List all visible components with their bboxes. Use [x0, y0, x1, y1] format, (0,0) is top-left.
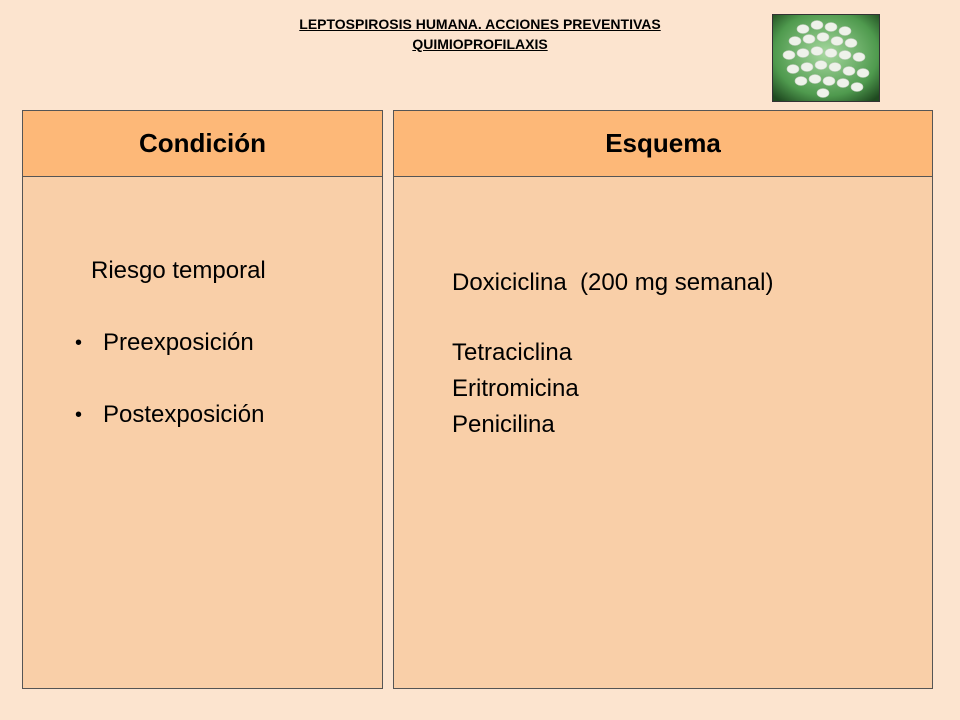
title-line-1: LEPTOSPIROSIS HUMANA. ACCIONES PREVENTIVAS — [299, 16, 661, 32]
bullet-icon: • — [75, 331, 83, 354]
scheme-panel — [393, 110, 933, 689]
scheme-alternative: Eritromicina — [452, 375, 579, 402]
risk-label: Riesgo temporal — [91, 257, 266, 284]
scheme-first-line: Doxiciclina (200 mg semanal) — [452, 269, 774, 296]
condition-item — [75, 401, 264, 429]
condition-header: Condición — [23, 111, 382, 177]
condition-item-label: Preexposición — [103, 329, 254, 356]
condition-panel — [22, 110, 383, 689]
bullet-icon: • — [75, 403, 83, 426]
scheme-alternative: Penicilina — [452, 411, 555, 438]
pills-photo-icon — [772, 14, 880, 102]
scheme-alternative: Tetraciclina — [452, 339, 573, 366]
scheme-list — [452, 265, 773, 443]
title-line-2: QUIMIOPROFILAXIS — [412, 36, 548, 52]
condition-item-label: Postexposición — [103, 401, 265, 428]
condition-item — [75, 329, 254, 357]
slide-title — [190, 14, 770, 54]
scheme-header: Esquema — [394, 111, 932, 177]
